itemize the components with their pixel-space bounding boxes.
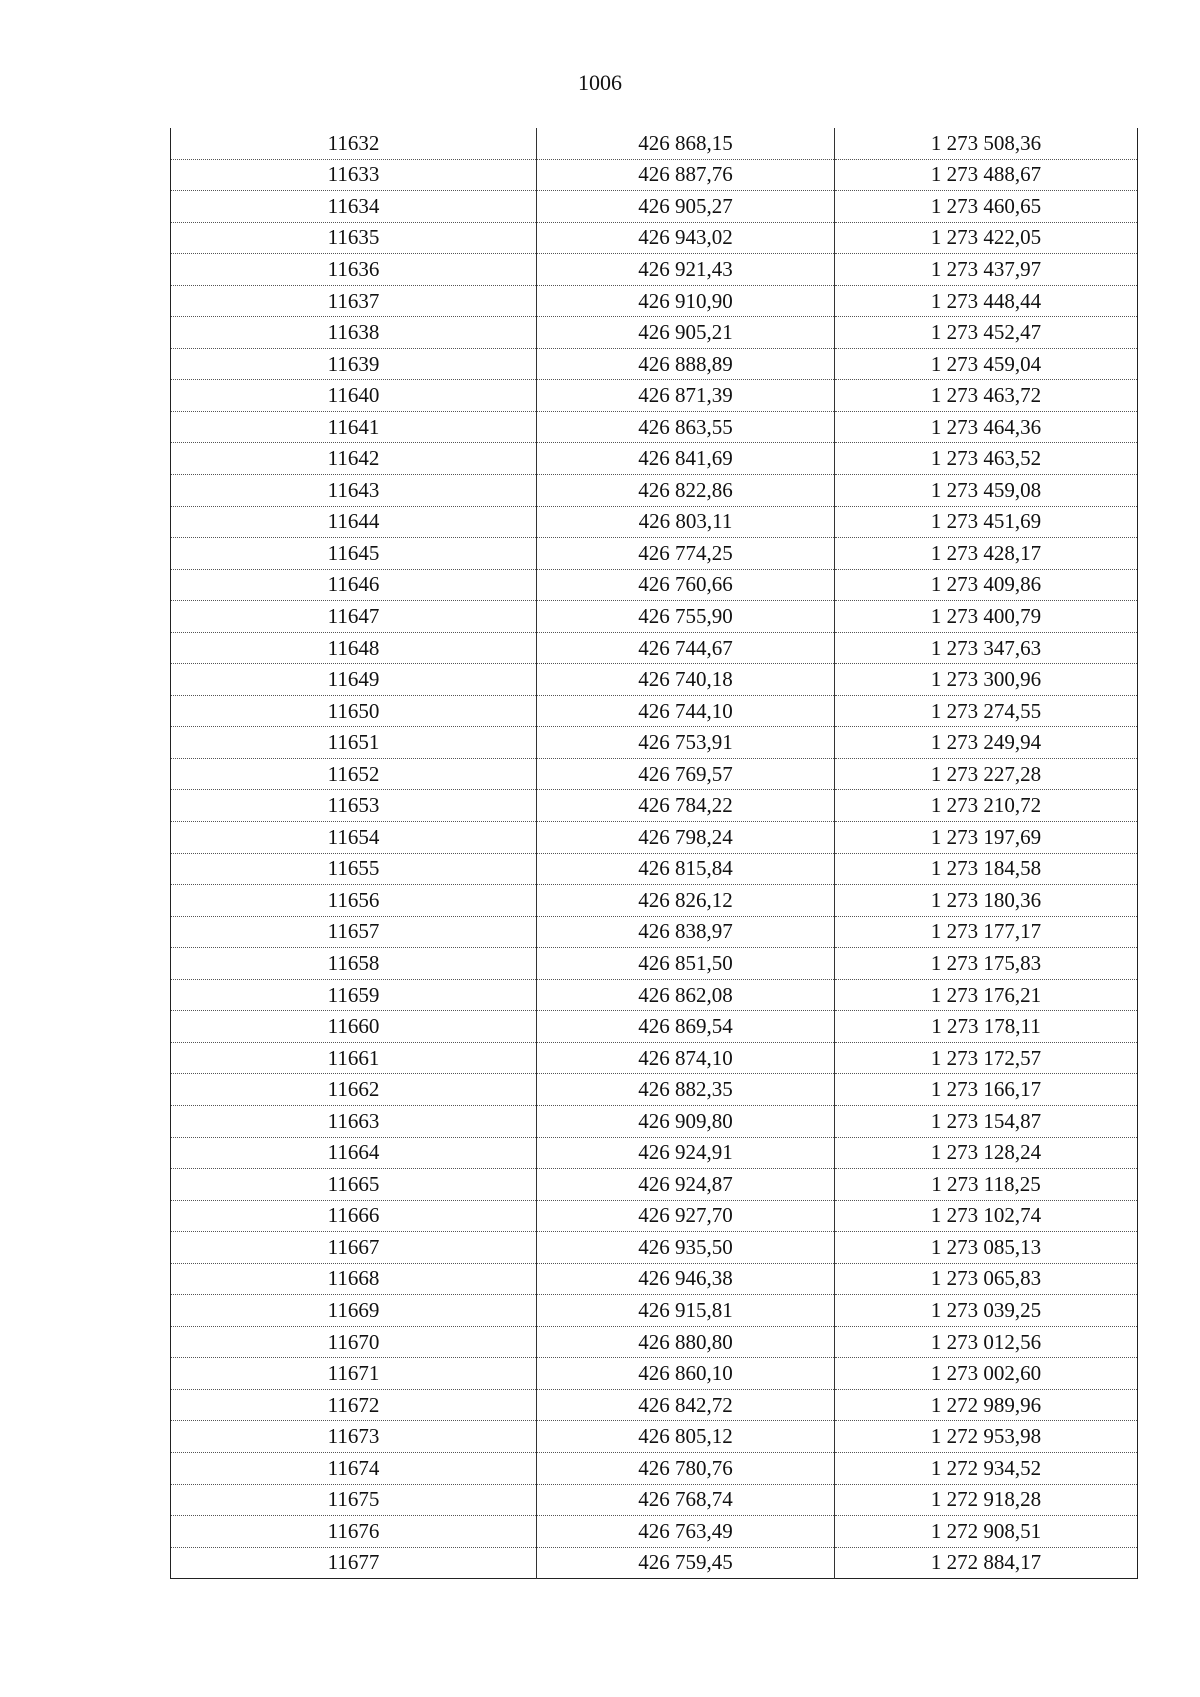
point-number-cell: 11639 [171,348,537,380]
y-coordinate-cell: 1 273 459,08 [835,475,1138,507]
point-number-cell: 11665 [171,1169,537,1201]
point-number-cell: 11647 [171,601,537,633]
table-row [171,853,1138,885]
y-coordinate-cell: 1 273 118,25 [835,1169,1138,1201]
x-coordinate-cell: 426 744,10 [537,695,835,727]
point-number-cell: 11632 [327,130,380,155]
point-number-cell: 11655 [171,853,537,885]
point-number-cell: 11674 [171,1452,537,1484]
x-coordinate-cell: 426 768,74 [537,1484,835,1516]
table-row [171,191,1138,223]
y-coordinate-cell: 1 273 463,72 [835,380,1138,412]
x-coordinate-cell: 426 774,25 [537,538,835,570]
x-coordinate-cell: 426 842,72 [537,1389,835,1421]
x-coordinate-cell: 426 924,91 [537,1137,835,1169]
x-coordinate-cell: 426 868,15 [537,128,835,159]
table-row [171,317,1138,349]
x-coordinate-cell: 426 826,12 [537,885,835,917]
table-row [171,695,1138,727]
y-coordinate-cell: 1 272 884,17 [835,1547,1138,1579]
point-number-cell: 11675 [171,1484,537,1516]
y-coordinate-cell: 1 273 451,69 [835,506,1138,538]
x-coordinate-cell: 426 863,55 [537,411,835,443]
point-number-cell: 11677 [171,1547,537,1579]
table-row [171,1421,1138,1453]
table-row [171,128,1138,159]
x-coordinate-cell: 426 905,27 [537,191,835,223]
table-row [171,159,1138,191]
table-row [171,1074,1138,1106]
point-number-cell: 11664 [171,1137,537,1169]
point-number-cell: 11656 [171,885,537,917]
point-number-cell: 11638 [171,317,537,349]
point-number-cell: 11660 [171,1011,537,1043]
x-coordinate-cell: 426 740,18 [537,664,835,696]
point-number-cell: 11644 [171,506,537,538]
y-coordinate-cell: 1 272 953,98 [835,1421,1138,1453]
table-row [171,1547,1138,1579]
y-coordinate-cell: 1 273 347,63 [835,632,1138,664]
table-row [171,1169,1138,1201]
x-coordinate-cell: 426 838,97 [537,916,835,948]
y-coordinate-cell: 1 273 184,58 [835,853,1138,885]
x-coordinate-cell: 426 880,80 [537,1326,835,1358]
x-coordinate-cell: 426 905,21 [537,317,835,349]
x-coordinate-cell: 426 851,50 [537,948,835,980]
y-coordinate-cell: 1 273 154,87 [835,1105,1138,1137]
y-coordinate-cell: 1 273 274,55 [835,695,1138,727]
point-number-cell: 11640 [171,380,537,412]
y-coordinate-cell: 1 273 210,72 [835,790,1138,822]
x-coordinate-cell: 426 759,45 [537,1547,835,1579]
y-coordinate-cell: 1 273 180,36 [835,885,1138,917]
point-number-cell: 11662 [171,1074,537,1106]
y-coordinate-cell: 1 273 227,28 [835,758,1138,790]
table-row [171,1137,1138,1169]
x-coordinate-cell: 426 915,81 [537,1295,835,1327]
x-coordinate-cell: 426 744,67 [537,632,835,664]
x-coordinate-cell: 426 860,10 [537,1358,835,1390]
y-coordinate-cell: 1 273 178,11 [835,1011,1138,1043]
x-coordinate-cell: 426 822,86 [537,475,835,507]
x-coordinate-cell: 426 815,84 [537,853,835,885]
table-row [171,506,1138,538]
y-coordinate-cell: 1 273 464,36 [835,411,1138,443]
x-coordinate-cell: 426 921,43 [537,254,835,286]
y-coordinate-cell: 1 273 460,65 [835,191,1138,223]
table-row [171,538,1138,570]
y-coordinate-cell: 1 273 197,69 [835,822,1138,854]
x-coordinate-cell: 426 910,90 [537,285,835,317]
table-row [171,285,1138,317]
y-coordinate-cell: 1 273 437,97 [835,254,1138,286]
point-number-cell: 11651 [171,727,537,759]
point-number-cell: 11634 [171,191,537,223]
y-coordinate-cell: 1 273 422,05 [835,222,1138,254]
y-coordinate-cell: 1 273 039,25 [835,1295,1138,1327]
point-number-cell: 11649 [171,664,537,696]
table-row [171,254,1138,286]
table-row [171,664,1138,696]
x-coordinate-cell: 426 924,87 [537,1169,835,1201]
point-number-cell: 11645 [171,538,537,570]
x-coordinate-cell: 426 869,54 [537,1011,835,1043]
table-row [171,1263,1138,1295]
y-coordinate-cell: 1 273 012,56 [835,1326,1138,1358]
y-coordinate-cell: 1 273 452,47 [835,317,1138,349]
y-coordinate-cell: 1 273 065,83 [835,1263,1138,1295]
y-coordinate-cell: 1 273 508,36 [835,128,1138,159]
page-number: 1006 [578,70,622,95]
point-number-cell: 11657 [171,916,537,948]
point-number-cell: 11659 [171,979,537,1011]
table-row [171,222,1138,254]
table-row [171,822,1138,854]
point-number-cell: 11673 [171,1421,537,1453]
point-number-cell: 11642 [171,443,537,475]
y-coordinate-cell: 1 273 002,60 [835,1358,1138,1390]
point-number-cell: 11669 [171,1295,537,1327]
x-coordinate-cell: 426 753,91 [537,727,835,759]
x-coordinate-cell: 426 805,12 [537,1421,835,1453]
point-number-cell: 11652 [171,758,537,790]
table-row [171,348,1138,380]
table-row [171,1200,1138,1232]
table-row [171,1326,1138,1358]
y-coordinate-cell: 1 273 249,94 [835,727,1138,759]
table-row [171,601,1138,633]
y-coordinate-cell: 1 273 488,67 [835,159,1138,191]
y-coordinate-cell: 1 273 172,57 [835,1042,1138,1074]
x-coordinate-cell: 426 755,90 [537,601,835,633]
y-coordinate-cell: 1 273 428,17 [835,538,1138,570]
x-coordinate-cell: 426 874,10 [537,1042,835,1074]
y-coordinate-cell: 1 272 908,51 [835,1516,1138,1548]
x-coordinate-cell: 426 935,50 [537,1232,835,1264]
x-coordinate-cell: 426 946,38 [537,1263,835,1295]
x-coordinate-cell: 426 763,49 [537,1516,835,1548]
x-coordinate-cell: 426 909,80 [537,1105,835,1137]
y-coordinate-cell: 1 272 934,52 [835,1452,1138,1484]
table-row [171,380,1138,412]
table-row [171,569,1138,601]
x-coordinate-cell: 426 871,39 [537,380,835,412]
table-row [171,916,1138,948]
point-number-cell: 11650 [171,695,537,727]
y-coordinate-cell: 1 273 400,79 [835,601,1138,633]
y-coordinate-cell: 1 273 409,86 [835,569,1138,601]
point-number-cell: 11668 [171,1263,537,1295]
point-number-cell: 11633 [171,159,537,191]
table-row [171,885,1138,917]
coordinates-table-body [171,128,1138,1579]
point-number-cell: 11653 [171,790,537,822]
point-number-cell: 11672 [171,1389,537,1421]
point-number-cell: 11641 [171,411,537,443]
table-row [171,1295,1138,1327]
table-row [171,790,1138,822]
point-number-cell: 11661 [171,1042,537,1074]
x-coordinate-cell: 426 798,24 [537,822,835,854]
table-row [171,1516,1138,1548]
point-number-cell: 11663 [171,1105,537,1137]
table-row [171,1105,1138,1137]
y-coordinate-cell: 1 273 459,04 [835,348,1138,380]
table-row [171,1358,1138,1390]
x-coordinate-cell: 426 887,76 [537,159,835,191]
point-number-cell: 11667 [171,1232,537,1264]
table-row [171,632,1138,664]
coordinates-table [170,128,1138,1579]
point-number-cell: 11646 [171,569,537,601]
table-row [171,1042,1138,1074]
point-number-cell: 11658 [171,948,537,980]
point-number-cell: 11670 [171,1326,537,1358]
y-coordinate-cell: 1 273 166,17 [835,1074,1138,1106]
x-coordinate-cell: 426 780,76 [537,1452,835,1484]
y-coordinate-cell: 1 273 176,21 [835,979,1138,1011]
y-coordinate-cell: 1 272 918,28 [835,1484,1138,1516]
table-row [171,727,1138,759]
x-coordinate-cell: 426 784,22 [537,790,835,822]
point-number-cell: 11654 [171,822,537,854]
point-number-cell: 11671 [171,1358,537,1390]
x-coordinate-cell: 426 769,57 [537,758,835,790]
y-coordinate-cell: 1 272 989,96 [835,1389,1138,1421]
table-row [171,1452,1138,1484]
y-coordinate-cell: 1 273 300,96 [835,664,1138,696]
table-row [171,443,1138,475]
point-number-cell: 11666 [171,1200,537,1232]
x-coordinate-cell: 426 760,66 [537,569,835,601]
table-row [171,411,1138,443]
point-number-cell: 11643 [171,475,537,507]
table-row [171,758,1138,790]
table-row [171,1011,1138,1043]
x-coordinate-cell: 426 882,35 [537,1074,835,1106]
y-coordinate-cell: 1 273 175,83 [835,948,1138,980]
point-number-cell: 11635 [171,222,537,254]
x-coordinate-cell: 426 888,89 [537,348,835,380]
y-coordinate-cell: 1 273 177,17 [835,916,1138,948]
point-number-cell: 11648 [171,632,537,664]
x-coordinate-cell: 426 862,08 [537,979,835,1011]
point-number-cell: 11637 [171,285,537,317]
point-number-cell: 11636 [171,254,537,286]
x-coordinate-cell: 426 927,70 [537,1200,835,1232]
x-coordinate-cell: 426 803,11 [537,506,835,538]
table-row [171,1232,1138,1264]
x-coordinate-cell: 426 841,69 [537,443,835,475]
y-coordinate-cell: 1 273 463,52 [835,443,1138,475]
table-row [171,1484,1138,1516]
table-row [171,1389,1138,1421]
table-row [171,948,1138,980]
y-coordinate-cell: 1 273 128,24 [835,1137,1138,1169]
y-coordinate-cell: 1 273 448,44 [835,285,1138,317]
table-row [171,979,1138,1011]
x-coordinate-cell: 426 943,02 [537,222,835,254]
table-row [171,475,1138,507]
y-coordinate-cell: 1 273 085,13 [835,1232,1138,1264]
y-coordinate-cell: 1 273 102,74 [835,1200,1138,1232]
point-number-cell: 11676 [171,1516,537,1548]
